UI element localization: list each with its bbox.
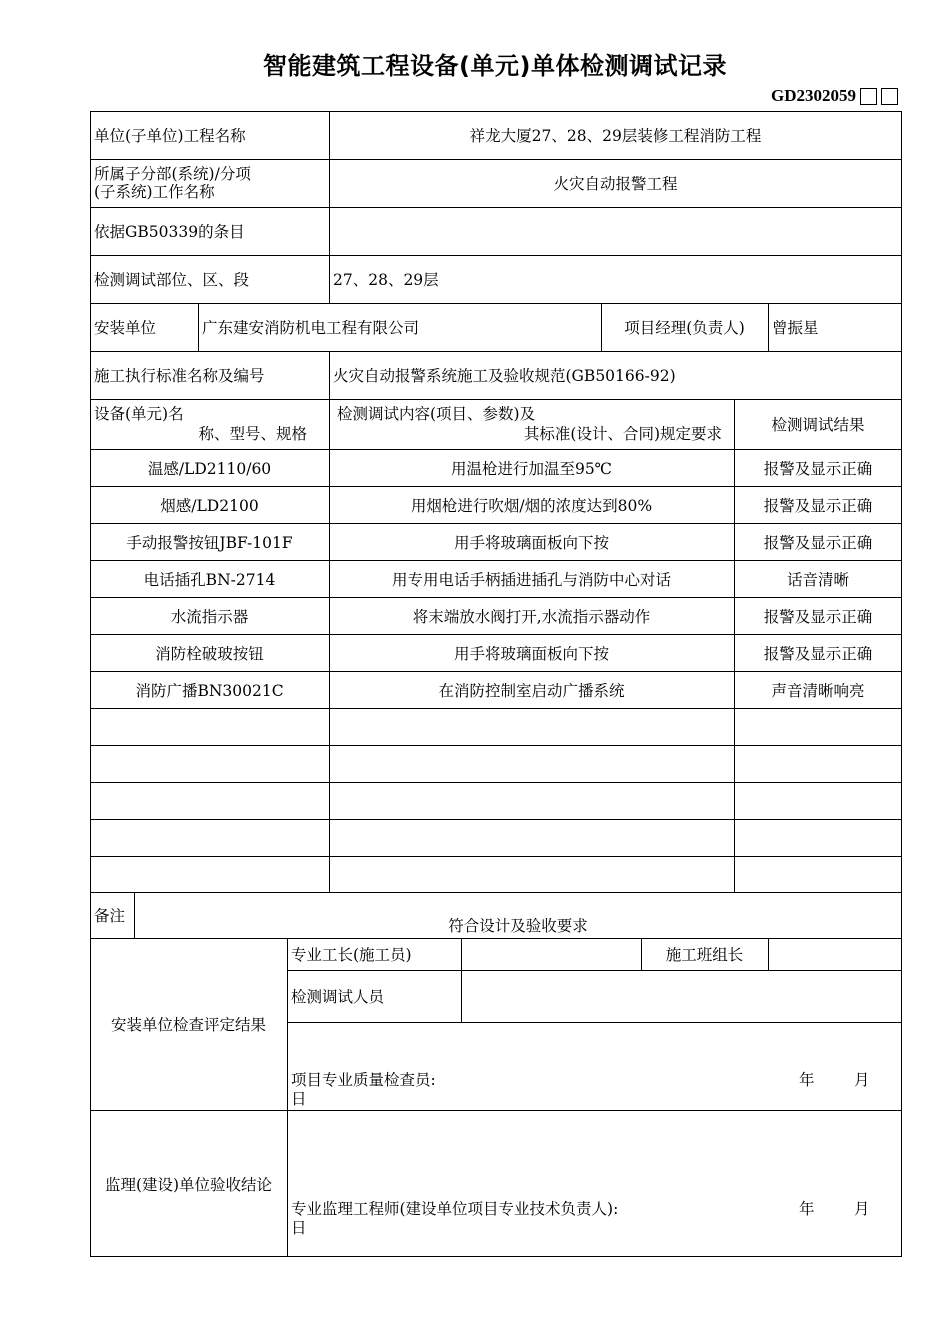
supervision-day: 日 — [291, 1219, 307, 1237]
unit-name-value: 祥龙大厦27、28、29层装修工程消防工程 — [469, 127, 762, 145]
device-header-line1: 设备(单元)名 — [94, 405, 184, 423]
inspector-label: 项目专业质量检查员: — [291, 1071, 436, 1089]
tester-label: 检测调试人员 — [291, 988, 385, 1006]
remarks-value: 符合设计及验收要求 — [448, 917, 588, 935]
item-content: 在消防控制室启动广播系统 — [438, 681, 625, 700]
result-header: 检测调试结果 — [771, 416, 865, 434]
tester-value[interactable] — [461, 970, 902, 1022]
item-result[interactable] — [734, 708, 902, 745]
item-result: 声音清晰响亮 — [771, 681, 865, 700]
installer-value: 广东建安消防机电工程有限公司 — [202, 319, 420, 337]
subsystem-label-line1: 所属子分部(系统)/分项 — [94, 165, 251, 183]
foreman-value[interactable] — [461, 938, 641, 970]
content-header-line1: 检测调试内容(项目、参数)及 — [337, 405, 536, 423]
item-device[interactable] — [90, 819, 329, 856]
item-result: 话音清晰 — [786, 570, 849, 589]
item-result[interactable] — [734, 782, 902, 819]
item-content: 用手将玻璃面板向下按 — [453, 644, 609, 663]
manager-value: 曾振星 — [772, 319, 819, 337]
item-content[interactable] — [329, 782, 734, 819]
content-header-line2: 其标准(设计、合同)规定要求 — [523, 425, 722, 443]
item-device: 手动报警按钮JBF-101F — [126, 533, 293, 552]
subsystem-label-line2: (子系统)工作名称 — [94, 183, 215, 201]
item-content: 用烟枪进行吹烟/烟的浓度达到80% — [410, 496, 653, 515]
installer-label: 安装单位 — [94, 319, 157, 337]
basis-label: 依据GB50339的条目 — [94, 223, 245, 241]
item-result: 报警及显示正确 — [763, 533, 873, 552]
item-content: 用专用电话手柄插进插孔与消防中心对话 — [391, 570, 671, 589]
checkbox-icon[interactable] — [860, 88, 877, 105]
device-header-line2: 称、型号、规格 — [198, 425, 307, 443]
item-device: 烟感/LD2100 — [160, 496, 259, 515]
item-result[interactable] — [734, 819, 902, 856]
item-result: 报警及显示正确 — [763, 607, 873, 626]
item-device[interactable] — [90, 708, 329, 745]
subsystem-value: 火灾自动报警工程 — [553, 175, 678, 193]
content-header — [329, 399, 734, 449]
item-content[interactable] — [329, 708, 734, 745]
inspector-month: 月 — [854, 1071, 870, 1089]
location-label: 检测调试部位、区、段 — [94, 271, 250, 289]
basis-value[interactable] — [329, 207, 902, 255]
item-device[interactable] — [90, 745, 329, 782]
standard-value: 火灾自动报警系统施工及验收规范(GB50166-92) — [333, 367, 676, 385]
item-result[interactable] — [734, 745, 902, 782]
item-content[interactable] — [329, 745, 734, 782]
inspector-day: 日 — [291, 1090, 307, 1108]
item-content[interactable] — [329, 819, 734, 856]
form-code — [771, 86, 898, 106]
team-leader-label: 施工班组长 — [665, 946, 744, 964]
item-device: 消防广播BN30021C — [135, 681, 284, 700]
item-result: 报警及显示正确 — [763, 644, 873, 663]
item-device: 温感/LD2110/60 — [147, 459, 272, 478]
item-content: 用手将玻璃面板向下按 — [453, 533, 609, 552]
standard-label: 施工执行标准名称及编号 — [94, 367, 265, 385]
foreman-label: 专业工长(施工员) — [291, 946, 412, 964]
location-value: 27、28、29层 — [333, 271, 439, 289]
page-title: 智能建筑工程设备(单元)单体检测调试记录 — [263, 52, 727, 80]
item-device: 水流指示器 — [170, 607, 249, 626]
unit-name-label: 单位(子单位)工程名称 — [94, 127, 246, 145]
supervision-engineer-label: 专业监理工程师(建设单位项目专业技术负责人): — [291, 1200, 619, 1218]
item-result: 报警及显示正确 — [763, 496, 873, 515]
install-check-label: 安装单位检查评定结果 — [110, 1016, 266, 1034]
remarks-label: 备注 — [94, 907, 126, 925]
item-result: 报警及显示正确 — [763, 459, 873, 478]
supervision-month: 月 — [854, 1200, 870, 1218]
item-content: 将末端放水阀打开,水流指示器动作 — [412, 607, 651, 626]
supervision-label: 监理(建设)单位验收结论 — [104, 1175, 273, 1194]
item-device[interactable] — [90, 782, 329, 819]
form-code-text: GD2302059 — [771, 86, 856, 105]
item-device[interactable] — [90, 856, 329, 892]
item-content[interactable] — [329, 856, 734, 892]
manager-label: 项目经理(负责人) — [624, 319, 745, 337]
device-header — [90, 399, 329, 449]
inspector-year: 年 — [799, 1071, 815, 1089]
checkbox-icon[interactable] — [881, 88, 898, 105]
item-result[interactable] — [734, 856, 902, 892]
subsystem-label — [90, 159, 329, 207]
item-device: 电话插孔BN-2714 — [143, 570, 276, 589]
team-leader-value[interactable] — [768, 938, 902, 970]
supervision-year: 年 — [799, 1200, 815, 1218]
item-device: 消防栓破玻按钮 — [155, 644, 264, 663]
item-content: 用温枪进行加温至95℃ — [450, 459, 613, 478]
